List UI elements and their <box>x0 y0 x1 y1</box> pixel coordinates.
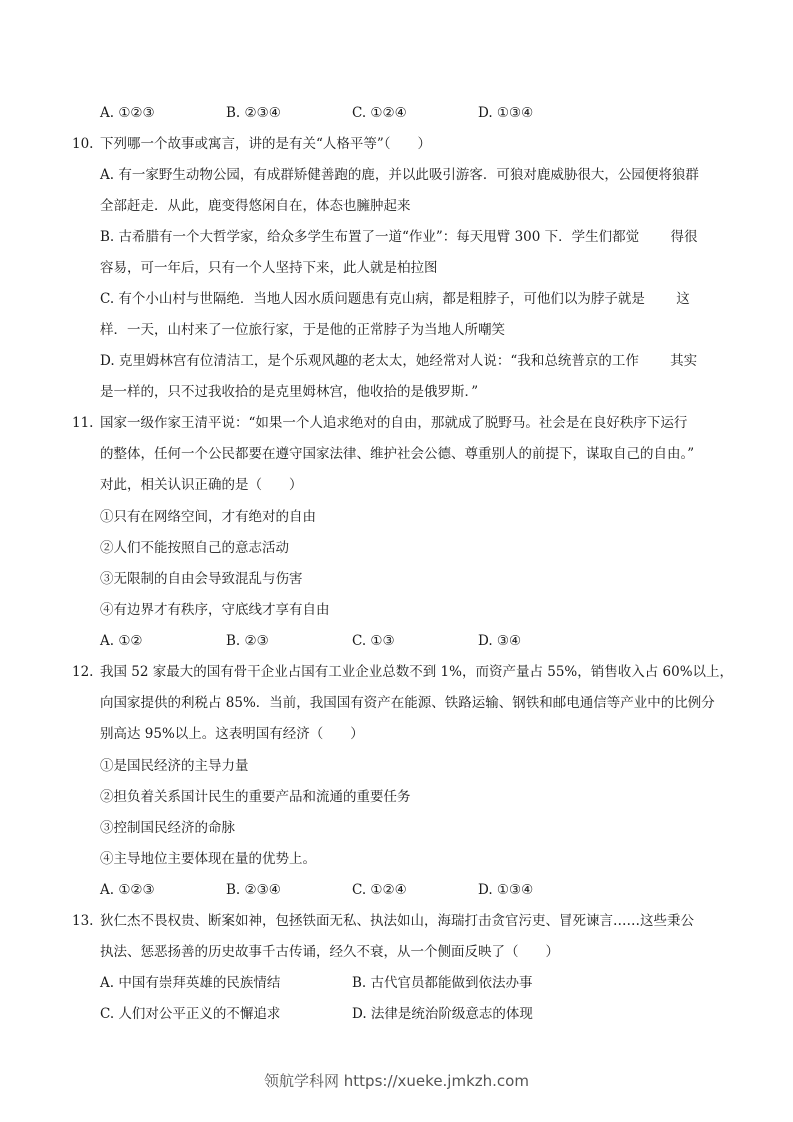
q9-option-d: D. ①③④ <box>478 105 534 121</box>
option-b: B. ②③ <box>226 633 269 649</box>
option-a-line-1: A. 有一家野生动物公园，有成群矫健善跑的鹿，并以此吸引游客．可狼对鹿威胁很大，公园便将狼群 <box>100 167 699 183</box>
option-d: D. 法律是统治阶级意志的体现 <box>352 1006 533 1022</box>
option-d: D. ①③④ <box>478 882 534 898</box>
question-stem-line-1: 我国 52 家最大的国有骨干企业占国有工业企业总数不到 1%，而资产量占 55%，销售收入占 60%以上， <box>100 664 734 680</box>
option-a-line-2: 全部赶走．从此，鹿变得悠闲自在，体态也臃肿起来 <box>100 198 411 214</box>
statement-2: ②担负着关系国计民生的重要产品和流通的重要任务 <box>100 789 411 805</box>
question-number: 12. <box>72 664 94 680</box>
statement-2: ②人们不能按照自己的意志活动 <box>100 540 289 556</box>
option-b: B. 古代官员都能做到依法办事 <box>352 975 533 991</box>
option-c: C. 人们对公平正义的不懈追求 <box>100 1006 281 1022</box>
question-stem: 下列哪一个故事或寓言，讲的是有关“人格平等”（ ） <box>100 136 432 152</box>
question-stem-line-3: 对此，相关认识正确的是（ ） <box>100 477 303 493</box>
option-c-line-2: 样．一天，山村来了一位旅行家，于是他的正常脖子为当地人所嘲笑 <box>100 322 505 338</box>
option-c: C. ①③ <box>352 633 395 649</box>
option-b: B. ②③④ <box>226 882 281 898</box>
question-number: 10. <box>72 136 94 152</box>
question-stem-line-2: 向国家提供的利税占 85%．当前，我国国有资产在能源、铁路运输、钢铁和邮电通信等产业中的比例分 <box>100 695 715 711</box>
statement-1: ①是国民经济的主导力量 <box>100 758 249 774</box>
option-c: C. ①②④ <box>352 882 407 898</box>
statement-4: ④有边界才有秩序，守底线才享有自由 <box>100 602 330 618</box>
statement-3: ③无限制的自由会导致混乱与伤害 <box>100 571 303 587</box>
question-stem-line-2: 的整体，任何一个公民都要在遵守国家法律、维护社会公德、尊重别人的前提下，谋取自己的自由。” <box>100 446 695 462</box>
option-d-line-1: D. 克里姆林宫有位清洁工，是个乐观风趣的老太太，她经常对人说：“我和总统普京的工作 其实 <box>100 353 698 369</box>
option-c-line-1: C. 有个小山村与世隔绝．当地人因水质问题患有克山病，都是粗脖子，可他们以为脖子就是 这 <box>100 291 690 307</box>
statement-4: ④主导地位主要体现在量的优势上。 <box>100 851 316 867</box>
q9-option-b: B. ②③④ <box>226 105 281 121</box>
question-stem-line-2: 执法、惩恶扬善的历史故事千古传诵，经久不衰，从一个侧面反映了（ ） <box>100 944 559 960</box>
option-a: A. 中国有崇拜英雄的民族情结 <box>100 975 281 991</box>
statement-1: ①只有在网络空间，才有绝对的自由 <box>100 509 316 525</box>
footer-watermark: 领航学科网 https://xueke.jmkzh.com <box>264 1072 529 1090</box>
option-d-line-2: 是一样的，只不过我收拾的是克里姆林宫，他收拾的是俄罗斯．” <box>100 384 479 400</box>
question-number: 11. <box>72 415 94 431</box>
q9-option-c: C. ①②④ <box>352 105 407 121</box>
option-a: A. ①② <box>100 633 143 649</box>
option-d: D. ③④ <box>478 633 522 649</box>
question-number: 13. <box>72 913 94 929</box>
option-a: A. ①②③ <box>100 882 155 898</box>
question-stem-line-1: 国家一级作家王清平说：“如果一个人追求绝对的自由，那就成了脱野马。社会是在良好秩序下运行 <box>100 415 688 431</box>
question-stem-line-1: 狄仁杰不畏权贵、断案如神，包拯铁面无私、执法如山，海瑞打击贪官污吏、冒死谏言……这些秉公 <box>100 913 694 929</box>
option-b-line-2: 容易，可一年后，只有一个人坚持下来，此人就是柏拉图 <box>100 260 438 276</box>
question-stem-line-3: 别高达 95%以上。这表明国有经济（ ） <box>100 726 364 742</box>
option-b-line-1: B. 古希腊有一个大哲学家，给众多学生布置了一道“作业”：每天甩臂 300 下．学生们都觉 得很 <box>100 229 698 245</box>
statement-3: ③控制国民经济的命脉 <box>100 820 235 836</box>
q9-option-a: A. ①②③ <box>100 105 155 121</box>
